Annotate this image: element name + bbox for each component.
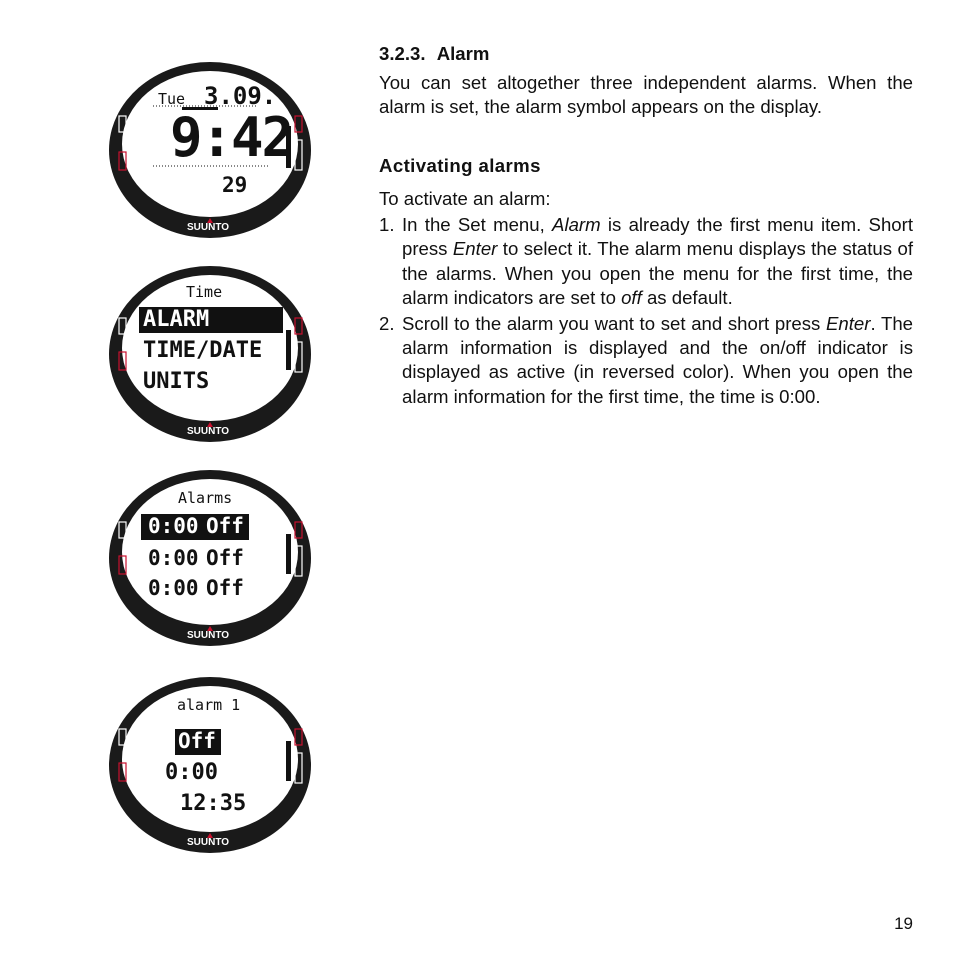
alarm-row-3-time: 0:00 [148, 576, 199, 600]
menu-item-time-date: TIME/DATE [143, 338, 263, 363]
current-time: 12:35 [180, 791, 247, 816]
step-text: to select it. The alarm menu displays the status of the alarms. When you open the menu for the first time, the alarm indicators are set to [402, 238, 913, 308]
alarm-detail-title: alarm 1 [177, 696, 241, 714]
step-term-enter: Enter [826, 313, 871, 335]
time-label: 9:42 [170, 106, 293, 169]
page-number: 19 [894, 914, 913, 933]
step-number: 1. [379, 214, 395, 236]
section-intro: You can set altogether three independent alarms. When the alarm is set, the alarm symbol appears on the display. [379, 72, 913, 118]
alarm-row-2-time: 0:00 [148, 546, 199, 570]
brand-logo: SUUNTO [187, 426, 230, 437]
alarm-row-1-time: 0:00 [148, 514, 199, 538]
step-term-alarm: Alarm [552, 214, 601, 236]
step-term-enter: Enter [452, 238, 498, 260]
alarm-row-1-state: Off [206, 514, 244, 538]
step-1 [379, 213, 913, 310]
section-heading [379, 43, 489, 65]
step-text: In the Set menu, [402, 214, 553, 236]
section-title: Alarm [436, 43, 490, 64]
menu-item-units: UNITS [143, 369, 210, 394]
brand-logo: SUUNTO [187, 630, 230, 641]
alarm-row-2-state: Off [206, 546, 244, 570]
section-number: 3.2.3. [379, 43, 426, 64]
watch-alarms-list [108, 468, 313, 648]
instructions-block [379, 187, 913, 409]
date-label: 3.09. [204, 82, 277, 110]
section-intro-block [379, 71, 913, 119]
step-text: . The alarm information is displayed and the on/off indicator is displayed as active (in reversed color). When you open the alarm information for the first time, the time is 0:00. [402, 313, 913, 407]
alarm-time: 0:00 [165, 760, 218, 785]
seconds-label: 29 [222, 173, 248, 197]
step-text: is already the first menu item. Short press [402, 214, 913, 260]
menu-title: Time [186, 283, 223, 301]
alarm-state-indicator: Off [178, 729, 216, 753]
instructions-lead: To activate an alarm: [379, 188, 551, 209]
alarms-title: Alarms [178, 489, 233, 507]
brand-logo: SUUNTO [187, 222, 230, 233]
menu-item-alarm: ALARM [143, 307, 210, 332]
day-label: Tue [158, 90, 186, 108]
step-text: Scroll to the alarm you want to set and short press [402, 313, 827, 335]
brand-logo: SUUNTO [187, 837, 230, 848]
watch-set-menu [108, 264, 313, 444]
alarm-row-3-state: Off [206, 576, 244, 600]
watch-time-display [108, 60, 313, 240]
watch-alarm-detail [108, 675, 313, 855]
step-2 [379, 312, 913, 409]
step-term-off: off [621, 286, 642, 308]
step-number: 2. [379, 313, 395, 335]
subsection-heading: Activating alarms [379, 155, 541, 176]
step-text: as default. [641, 286, 733, 308]
